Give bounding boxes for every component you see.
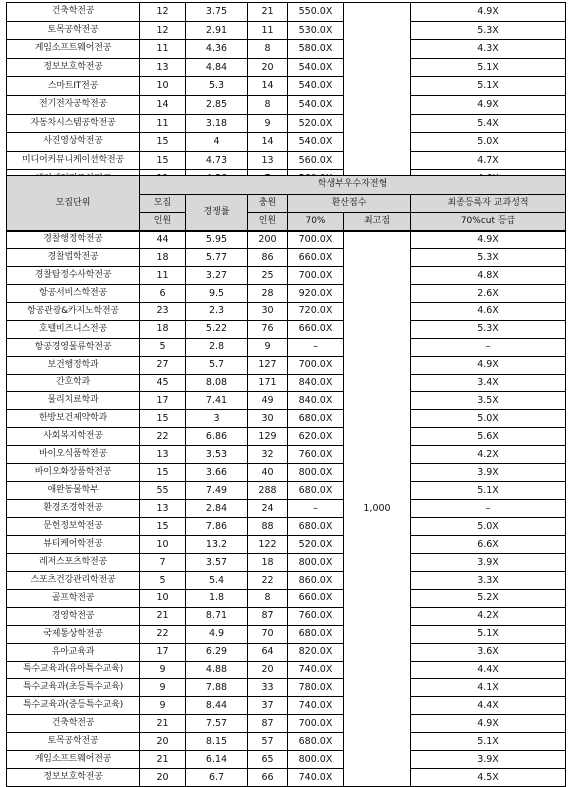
recruit-count: 5 xyxy=(140,571,186,589)
competition-ratio: 2.3 xyxy=(186,302,248,320)
converted-score-70: 680.0X xyxy=(288,410,344,428)
enrolled-count: 76 xyxy=(248,320,288,338)
main-results-body xyxy=(7,231,566,787)
recruit-count: 15 xyxy=(140,133,186,152)
unit-name: 사회복지학전공 xyxy=(7,428,140,446)
competition-ratio: 2.85 xyxy=(186,95,248,114)
recruit-count: 9 xyxy=(140,661,186,679)
unit-name: 경영학전공 xyxy=(7,607,140,625)
unit-name: 전기전자공학전공 xyxy=(7,95,140,114)
enrolled-count: 87 xyxy=(248,607,288,625)
competition-ratio: 4 xyxy=(186,133,248,152)
results-header xyxy=(6,175,566,232)
unit-name: 자동차시스템공학전공 xyxy=(7,114,140,133)
competition-ratio: 13.2 xyxy=(186,535,248,553)
converted-score-70: 540.0X xyxy=(288,58,344,77)
grade-cut-70: 3.9X xyxy=(411,751,566,769)
recruit-count: 7 xyxy=(140,553,186,571)
converted-score-70: 740.0X xyxy=(288,661,344,679)
unit-name: 건축학전공 xyxy=(7,3,140,22)
table-row xyxy=(7,356,566,374)
competition-ratio: 5.7 xyxy=(186,356,248,374)
table-row xyxy=(7,320,566,338)
converted-score-70: 820.0X xyxy=(288,643,344,661)
table-row xyxy=(7,715,566,733)
recruit-count: 9 xyxy=(140,679,186,697)
recruit-count: 11 xyxy=(140,114,186,133)
enrolled-count: 14 xyxy=(248,133,288,152)
competition-ratio: 2.8 xyxy=(186,338,248,356)
competition-ratio: 8.44 xyxy=(186,697,248,715)
recruit-count: 13 xyxy=(140,500,186,518)
enrolled-count: 32 xyxy=(248,446,288,464)
grade-cut-70: – xyxy=(411,338,566,356)
table-row xyxy=(7,625,566,643)
table-row xyxy=(7,231,566,249)
table-row xyxy=(7,40,566,59)
unit-name: 환경조경학전공 xyxy=(7,500,140,518)
converted-score-70: 860.0X xyxy=(288,571,344,589)
recruit-count: 13 xyxy=(140,58,186,77)
competition-ratio: 4.36 xyxy=(186,40,248,59)
enrolled-count: 171 xyxy=(248,374,288,392)
converted-score-70: 700.0X xyxy=(288,715,344,733)
enrolled-count: 24 xyxy=(248,500,288,518)
competition-ratio: 6.7 xyxy=(186,769,248,787)
table-row xyxy=(7,284,566,302)
table-row xyxy=(7,607,566,625)
grade-cut-70: – xyxy=(411,500,566,518)
grade-cut-70: 4.4X xyxy=(411,661,566,679)
unit-name: 골프학전공 xyxy=(7,589,140,607)
grade-cut-70: 4.8X xyxy=(411,266,566,284)
enrolled-count: 129 xyxy=(248,428,288,446)
enrolled-count: 13 xyxy=(248,151,288,170)
enrolled-count: 11 xyxy=(248,21,288,40)
unit-name: 간호학과 xyxy=(7,374,140,392)
converted-score-70: 580.0X xyxy=(288,40,344,59)
recruit-count: 45 xyxy=(140,374,186,392)
table-row xyxy=(7,3,566,22)
enrolled-count: 8 xyxy=(248,589,288,607)
table-row xyxy=(7,428,566,446)
unit-name: 특수교육과(중등특수교육) xyxy=(7,697,140,715)
unit-name: 항공관광&카지노학전공 xyxy=(7,302,140,320)
competition-ratio: 5.4 xyxy=(186,571,248,589)
converted-score-70: 720.0X xyxy=(288,302,344,320)
converted-score-70: 680.0X xyxy=(288,482,344,500)
unit-name: 호텔비즈니스전공 xyxy=(7,320,140,338)
competition-ratio: 3 xyxy=(186,410,248,428)
table-row xyxy=(7,21,566,40)
recruit-count: 5 xyxy=(140,338,186,356)
recruit-count: 10 xyxy=(140,589,186,607)
converted-score-70: 680.0X xyxy=(288,518,344,536)
header-score-70: 70% xyxy=(288,213,344,232)
grade-cut-70: 4.9X xyxy=(411,356,566,374)
enrolled-count: 25 xyxy=(248,266,288,284)
converted-score-70: 530.0X xyxy=(288,21,344,40)
competition-ratio: 4.84 xyxy=(186,58,248,77)
enrolled-count: 18 xyxy=(248,553,288,571)
grade-cut-70: 4.1X xyxy=(411,679,566,697)
competition-ratio: 2.84 xyxy=(186,500,248,518)
table-row xyxy=(7,114,566,133)
competition-ratio: 5.22 xyxy=(186,320,248,338)
header-score-group: 환산점수 xyxy=(288,194,411,213)
recruit-count: 10 xyxy=(140,77,186,96)
competition-ratio: 3.75 xyxy=(186,3,248,22)
table-row xyxy=(7,553,566,571)
grade-cut-70: 4.9X xyxy=(411,231,566,249)
enrolled-count: 200 xyxy=(248,231,288,249)
competition-ratio: 7.57 xyxy=(186,715,248,733)
converted-score-70: 740.0X xyxy=(288,769,344,787)
competition-ratio: 6.29 xyxy=(186,643,248,661)
unit-name: 특수교육과(초등특수교육) xyxy=(7,679,140,697)
table-row xyxy=(7,77,566,96)
grade-cut-70: 4.4X xyxy=(411,697,566,715)
recruit-count: 11 xyxy=(140,40,186,59)
header-recruit-2: 인원 xyxy=(140,213,186,232)
converted-score-70: 560.0X xyxy=(288,151,344,170)
unit-name: 정보보호학전공 xyxy=(7,58,140,77)
unit-name: 물리치료학과 xyxy=(7,392,140,410)
grade-cut-70: 5.0X xyxy=(411,518,566,536)
converted-score-70: 800.0X xyxy=(288,553,344,571)
unit-name: 한방보건제약학과 xyxy=(7,410,140,428)
recruit-count: 17 xyxy=(140,643,186,661)
header-grade-1: 최종등록자 교과성적 xyxy=(411,194,566,213)
enrolled-count: 9 xyxy=(248,338,288,356)
recruit-count: 9 xyxy=(140,697,186,715)
grade-cut-70: 5.1X xyxy=(411,58,566,77)
converted-score-70: 660.0X xyxy=(288,589,344,607)
enrolled-count: 20 xyxy=(248,58,288,77)
table-row xyxy=(7,535,566,553)
unit-name: 게임소프트웨어전공 xyxy=(7,40,140,59)
enrolled-count: 70 xyxy=(248,625,288,643)
converted-score-70: 680.0X xyxy=(288,733,344,751)
recruit-count: 21 xyxy=(140,607,186,625)
grade-cut-70: 2.6X xyxy=(411,284,566,302)
table-row xyxy=(7,95,566,114)
enrolled-count: 40 xyxy=(248,464,288,482)
recruit-count: 44 xyxy=(140,231,186,249)
grade-cut-70: 4.2X xyxy=(411,607,566,625)
converted-score-70: 840.0X xyxy=(288,374,344,392)
grade-cut-70: 5.1X xyxy=(411,77,566,96)
converted-score-70: 680.0X xyxy=(288,625,344,643)
converted-score-70: 800.0X xyxy=(288,464,344,482)
unit-name: 사진영상학전공 xyxy=(7,133,140,152)
converted-score-70: 700.0X xyxy=(288,266,344,284)
grade-cut-70: 4.6X xyxy=(411,302,566,320)
enrolled-count: 64 xyxy=(248,643,288,661)
grade-cut-70: 4.3X xyxy=(411,40,566,59)
competition-ratio: 5.3 xyxy=(186,77,248,96)
unit-name: 보건행정학과 xyxy=(7,356,140,374)
unit-name: 미디어커뮤니케이션학전공 xyxy=(7,151,140,170)
converted-score-70: 780.0X xyxy=(288,679,344,697)
competition-ratio: 9.5 xyxy=(186,284,248,302)
max-score-value: 1,000 xyxy=(344,231,411,787)
competition-ratio: 8.71 xyxy=(186,607,248,625)
unit-name: 애완동물학부 xyxy=(7,482,140,500)
grade-cut-70: 5.1X xyxy=(411,482,566,500)
grade-cut-70: 4.2X xyxy=(411,446,566,464)
enrolled-count: 57 xyxy=(248,733,288,751)
competition-ratio: 4.88 xyxy=(186,661,248,679)
competition-ratio: 6.86 xyxy=(186,428,248,446)
competition-ratio: 7.86 xyxy=(186,518,248,536)
converted-score-70: 520.0X xyxy=(288,114,344,133)
table-row xyxy=(7,643,566,661)
competition-ratio: 3.18 xyxy=(186,114,248,133)
enrolled-count: 9 xyxy=(248,114,288,133)
grade-cut-70: 4.5X xyxy=(411,769,566,787)
recruit-count: 23 xyxy=(140,302,186,320)
recruit-count: 21 xyxy=(140,715,186,733)
converted-score-70: 920.0X xyxy=(288,284,344,302)
unit-name: 국제통상학전공 xyxy=(7,625,140,643)
max-score-cell xyxy=(344,3,411,189)
enrolled-count: 8 xyxy=(248,40,288,59)
enrolled-count: 49 xyxy=(248,392,288,410)
converted-score-70: 800.0X xyxy=(288,751,344,769)
grade-cut-70: 5.2X xyxy=(411,589,566,607)
grade-cut-70: 4.9X xyxy=(411,95,566,114)
table-row xyxy=(7,446,566,464)
converted-score-70: 620.0X xyxy=(288,428,344,446)
table-row xyxy=(7,248,566,266)
enrolled-count: 28 xyxy=(248,284,288,302)
table-row xyxy=(7,338,566,356)
header-category: 학생부우수자전형 xyxy=(140,176,566,195)
header-unit: 모집단위 xyxy=(7,176,140,232)
recruit-count: 55 xyxy=(140,482,186,500)
unit-name: 경찰행정학전공 xyxy=(7,231,140,249)
grade-cut-70: 4.9X xyxy=(411,3,566,22)
table-row xyxy=(7,769,566,787)
competition-ratio: 7.49 xyxy=(186,482,248,500)
enrolled-count: 66 xyxy=(248,769,288,787)
top-results-table xyxy=(6,2,566,189)
recruit-count: 22 xyxy=(140,625,186,643)
table-row xyxy=(7,518,566,536)
competition-ratio: 5.95 xyxy=(186,231,248,249)
recruit-count: 22 xyxy=(140,428,186,446)
competition-ratio: 7.88 xyxy=(186,679,248,697)
enrolled-count: 86 xyxy=(248,248,288,266)
converted-score-70: 700.0X xyxy=(288,231,344,249)
grade-cut-70: 5.0X xyxy=(411,133,566,152)
converted-score-70: 700.0X xyxy=(288,356,344,374)
header-grade-2: 70%cut 등급 xyxy=(411,213,566,232)
table-row xyxy=(7,571,566,589)
recruit-count: 15 xyxy=(140,151,186,170)
header-enrolled-2: 인원 xyxy=(248,213,288,232)
table-row xyxy=(7,661,566,679)
converted-score-70: 520.0X xyxy=(288,535,344,553)
table-row xyxy=(7,151,566,170)
enrolled-count: 8 xyxy=(248,95,288,114)
table-row xyxy=(7,589,566,607)
enrolled-count: 21 xyxy=(248,3,288,22)
competition-ratio: 8.15 xyxy=(186,733,248,751)
grade-cut-70: 5.3X xyxy=(411,21,566,40)
enrolled-count: 88 xyxy=(248,518,288,536)
unit-name: 바이오화장품학전공 xyxy=(7,464,140,482)
recruit-count: 6 xyxy=(140,284,186,302)
competition-ratio: 6.14 xyxy=(186,751,248,769)
converted-score-70: 840.0X xyxy=(288,392,344,410)
enrolled-count: 37 xyxy=(248,697,288,715)
table-row xyxy=(7,266,566,284)
converted-score-70: 550.0X xyxy=(288,3,344,22)
converted-score-70: – xyxy=(288,500,344,518)
converted-score-70: 540.0X xyxy=(288,77,344,96)
competition-ratio: 3.57 xyxy=(186,553,248,571)
recruit-count: 15 xyxy=(140,518,186,536)
recruit-count: 21 xyxy=(140,751,186,769)
table-row xyxy=(7,697,566,715)
competition-ratio: 8.08 xyxy=(186,374,248,392)
competition-ratio: 1.8 xyxy=(186,589,248,607)
unit-name: 특수교육과(유아특수교육) xyxy=(7,661,140,679)
recruit-count: 17 xyxy=(140,392,186,410)
grade-cut-70: 5.4X xyxy=(411,114,566,133)
unit-name: 경찰법학전공 xyxy=(7,248,140,266)
grade-cut-70: 3.3X xyxy=(411,571,566,589)
enrolled-count: 20 xyxy=(248,661,288,679)
recruit-count: 10 xyxy=(140,535,186,553)
converted-score-70: 660.0X xyxy=(288,248,344,266)
enrolled-count: 30 xyxy=(248,410,288,428)
header-max-score: 최고점 xyxy=(344,213,411,232)
unit-name: 경찰탐정수사학전공 xyxy=(7,266,140,284)
table-row xyxy=(7,58,566,77)
table-row xyxy=(7,302,566,320)
converted-score-70: 660.0X xyxy=(288,320,344,338)
competition-ratio: 3.66 xyxy=(186,464,248,482)
grade-cut-70: 4.7X xyxy=(411,151,566,170)
unit-name: 스마트IT전공 xyxy=(7,77,140,96)
competition-ratio: 3.53 xyxy=(186,446,248,464)
recruit-count: 15 xyxy=(140,410,186,428)
table-row xyxy=(7,733,566,751)
grade-cut-70: 5.6X xyxy=(411,428,566,446)
header-ratio: 경쟁률 xyxy=(186,194,248,231)
unit-name: 토목공학전공 xyxy=(7,21,140,40)
enrolled-count: 22 xyxy=(248,571,288,589)
enrolled-count: 87 xyxy=(248,715,288,733)
unit-name: 바이오식품학전공 xyxy=(7,446,140,464)
unit-name: 항공서비스학전공 xyxy=(7,284,140,302)
competition-ratio: 4.9 xyxy=(186,625,248,643)
grade-cut-70: 4.9X xyxy=(411,715,566,733)
enrolled-count: 14 xyxy=(248,77,288,96)
unit-name: 정보보호학전공 xyxy=(7,769,140,787)
table-row xyxy=(7,374,566,392)
recruit-count: 18 xyxy=(140,248,186,266)
table-row xyxy=(7,500,566,518)
recruit-count: 12 xyxy=(140,21,186,40)
recruit-count: 11 xyxy=(140,266,186,284)
table-row xyxy=(7,410,566,428)
recruit-count: 27 xyxy=(140,356,186,374)
converted-score-70: – xyxy=(288,338,344,356)
header-enrolled-1: 충원 xyxy=(248,194,288,213)
enrolled-count: 30 xyxy=(248,302,288,320)
competition-ratio: 7.41 xyxy=(186,392,248,410)
competition-ratio: 4.73 xyxy=(186,151,248,170)
unit-name: 뷰티케어학전공 xyxy=(7,535,140,553)
enrolled-count: 288 xyxy=(248,482,288,500)
unit-name: 레저스포츠학전공 xyxy=(7,553,140,571)
grade-cut-70: 5.1X xyxy=(411,625,566,643)
table-row xyxy=(7,392,566,410)
table-row xyxy=(7,751,566,769)
grade-cut-70: 5.0X xyxy=(411,410,566,428)
grade-cut-70: 3.4X xyxy=(411,374,566,392)
converted-score-70: 540.0X xyxy=(288,133,344,152)
unit-name: 유아교육과 xyxy=(7,643,140,661)
recruit-count: 15 xyxy=(140,464,186,482)
table-row xyxy=(7,482,566,500)
recruit-count: 20 xyxy=(140,733,186,751)
table-row xyxy=(7,679,566,697)
unit-name: 건축학전공 xyxy=(7,715,140,733)
recruit-count: 12 xyxy=(140,3,186,22)
enrolled-count: 122 xyxy=(248,535,288,553)
unit-name: 토목공학전공 xyxy=(7,733,140,751)
grade-cut-70: 6.6X xyxy=(411,535,566,553)
unit-name: 항공경영물류학전공 xyxy=(7,338,140,356)
enrolled-count: 65 xyxy=(248,751,288,769)
competition-ratio: 5.77 xyxy=(186,248,248,266)
converted-score-70: 740.0X xyxy=(288,697,344,715)
table-row xyxy=(7,464,566,482)
grade-cut-70: 3.9X xyxy=(411,553,566,571)
grade-cut-70: 3.5X xyxy=(411,392,566,410)
top-results-body xyxy=(7,3,566,189)
competition-ratio: 3.27 xyxy=(186,266,248,284)
recruit-count: 18 xyxy=(140,320,186,338)
grade-cut-70: 5.1X xyxy=(411,733,566,751)
recruit-count: 14 xyxy=(140,95,186,114)
grade-cut-70: 3.9X xyxy=(411,464,566,482)
enrolled-count: 127 xyxy=(248,356,288,374)
header-recruit-1: 모집 xyxy=(140,194,186,213)
converted-score-70: 760.0X xyxy=(288,607,344,625)
converted-score-70: 760.0X xyxy=(288,446,344,464)
recruit-count: 20 xyxy=(140,769,186,787)
main-results-table xyxy=(6,230,566,787)
grade-cut-70: 5.3X xyxy=(411,248,566,266)
unit-name: 문헌정보학전공 xyxy=(7,518,140,536)
unit-name: 게임소프트웨어전공 xyxy=(7,751,140,769)
grade-cut-70: 3.6X xyxy=(411,643,566,661)
recruit-count: 13 xyxy=(140,446,186,464)
table-row xyxy=(7,133,566,152)
converted-score-70: 540.0X xyxy=(288,95,344,114)
unit-name: 스포츠건강관리학전공 xyxy=(7,571,140,589)
enrolled-count: 33 xyxy=(248,679,288,697)
competition-ratio: 2.91 xyxy=(186,21,248,40)
grade-cut-70: 5.3X xyxy=(411,320,566,338)
